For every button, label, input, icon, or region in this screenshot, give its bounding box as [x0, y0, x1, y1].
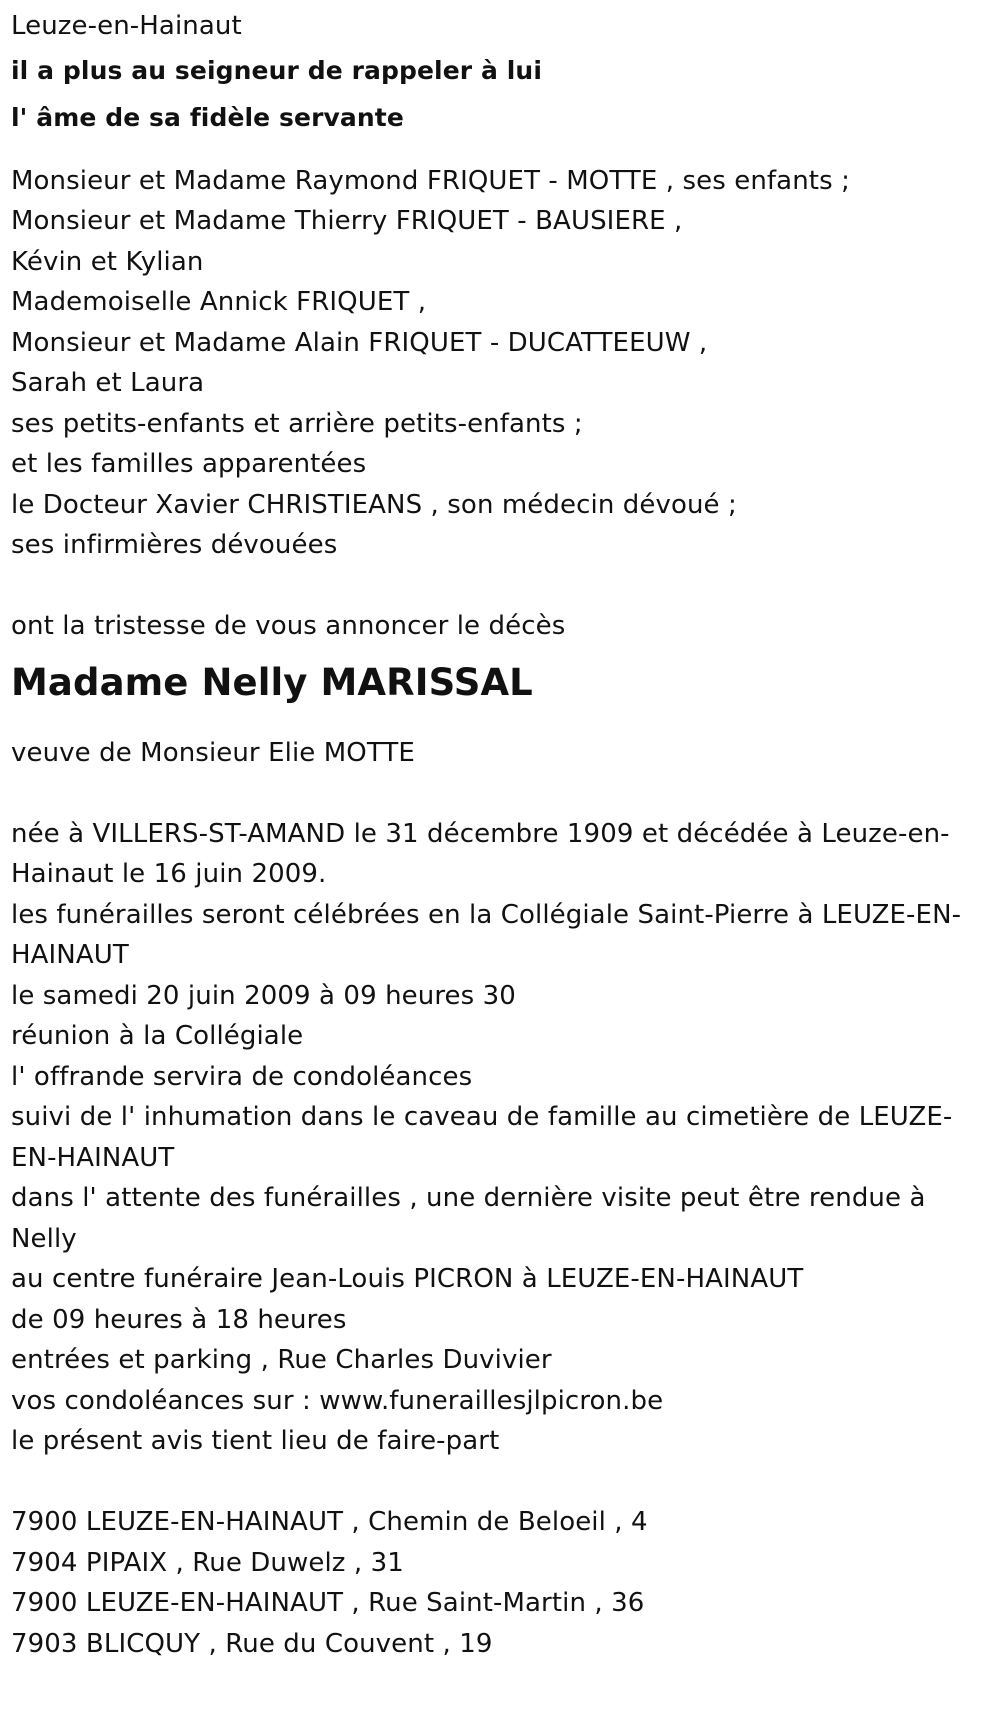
burial-detail: suivi de l' inhumation dans le caveau de famille au cimetière de LEUZE-EN-HAINAUT [11, 1102, 953, 1173]
death-announcement: ont la tristesse de vous annoncer le décès [11, 611, 566, 641]
family-member-line: et les familles apparentées [11, 449, 367, 479]
visiting-hours-detail: de 09 heures à 18 heures [11, 1304, 347, 1335]
address-line: 7904 PIPAIX , Rue Duwelz , 31 [11, 1547, 404, 1578]
address-line: 7903 BLICQUY , Rue du Couvent , 19 [11, 1628, 493, 1659]
offering-detail: l' offrande servira de condoléances [11, 1061, 473, 1092]
spacer-after-header [11, 141, 986, 161]
widow-line: veuve de Monsieur Elie MOTTE [11, 737, 415, 768]
family-member-line: Mademoiselle Annick FRIQUET , [11, 287, 427, 317]
meeting-place-detail: réunion à la Collégiale [11, 1021, 304, 1051]
family-member-line: le Docteur Xavier CHRISTIEANS , son médecin dévoué ; [11, 489, 737, 520]
funeral-details [11, 814, 986, 1462]
notice-location: Leuze-en-Hainaut [11, 11, 242, 41]
funeral-center-detail: au centre funéraire Jean-Louis PICRON à LEUZE-EN-HAINAUT [11, 1264, 804, 1294]
family-member-line: Kévin et Kylian [11, 246, 204, 277]
family-member-line: Monsieur et Madame Alain FRIQUET - DUCATTEEUW , [11, 327, 708, 358]
spacer-after-family [11, 566, 986, 607]
intro-line-two: l' âme de sa fidèle servante [11, 102, 404, 132]
spacer-after-widow-line [11, 773, 986, 814]
address-line: 7900 LEUZE-EN-HAINAUT , Rue Saint-Martin , 36 [11, 1588, 645, 1618]
intro-line-one: il a plus au seigneur de rappeler à lui [11, 55, 542, 85]
parking-detail: entrées et parking , Rue Charles Duvivier [11, 1345, 552, 1375]
funeral-date-detail: le samedi 20 juin 2009 à 09 heures 30 [11, 980, 516, 1011]
obituary-notice [11, 6, 986, 1664]
family-member-line: ses infirmières dévouées [11, 530, 338, 560]
family-member-line: Monsieur et Madame Raymond FRIQUET - MOTTE , ses enfants ; [11, 165, 850, 196]
spacer-before-addresses [11, 1462, 986, 1503]
birth-death-detail: née à VILLERS-ST-AMAND le 31 décembre 1909 et décédée à Leuze-en-Hainaut le 16 juin 2009. [11, 818, 950, 889]
deceased-name: Madame Nelly MARISSAL [11, 660, 533, 704]
family-member-line: ses petits-enfants et arrière petits-enfants ; [11, 408, 583, 439]
condolences-detail: vos condoléances sur : www.funeraillesjlpicron.be [11, 1385, 664, 1416]
family-addresses [11, 1502, 986, 1664]
notice-statement: le présent avis tient lieu de faire-part [11, 1426, 500, 1456]
address-line: 7900 LEUZE-EN-HAINAUT , Chemin de Beloeil , 4 [11, 1507, 648, 1537]
family-member-line: Sarah et Laura [11, 368, 205, 398]
family-list [11, 161, 986, 566]
family-member-line: Monsieur et Madame Thierry FRIQUET - BAUSIERE , [11, 206, 683, 236]
notice-header [11, 6, 986, 141]
visit-detail: dans l' attente des funérailles , une dernière visite peut être rendue à Nelly [11, 1183, 926, 1254]
funeral-location-detail: les funérailles seront célébrées en la Collégiale Saint-Pierre à LEUZE-EN-HAINAUT [11, 899, 962, 970]
